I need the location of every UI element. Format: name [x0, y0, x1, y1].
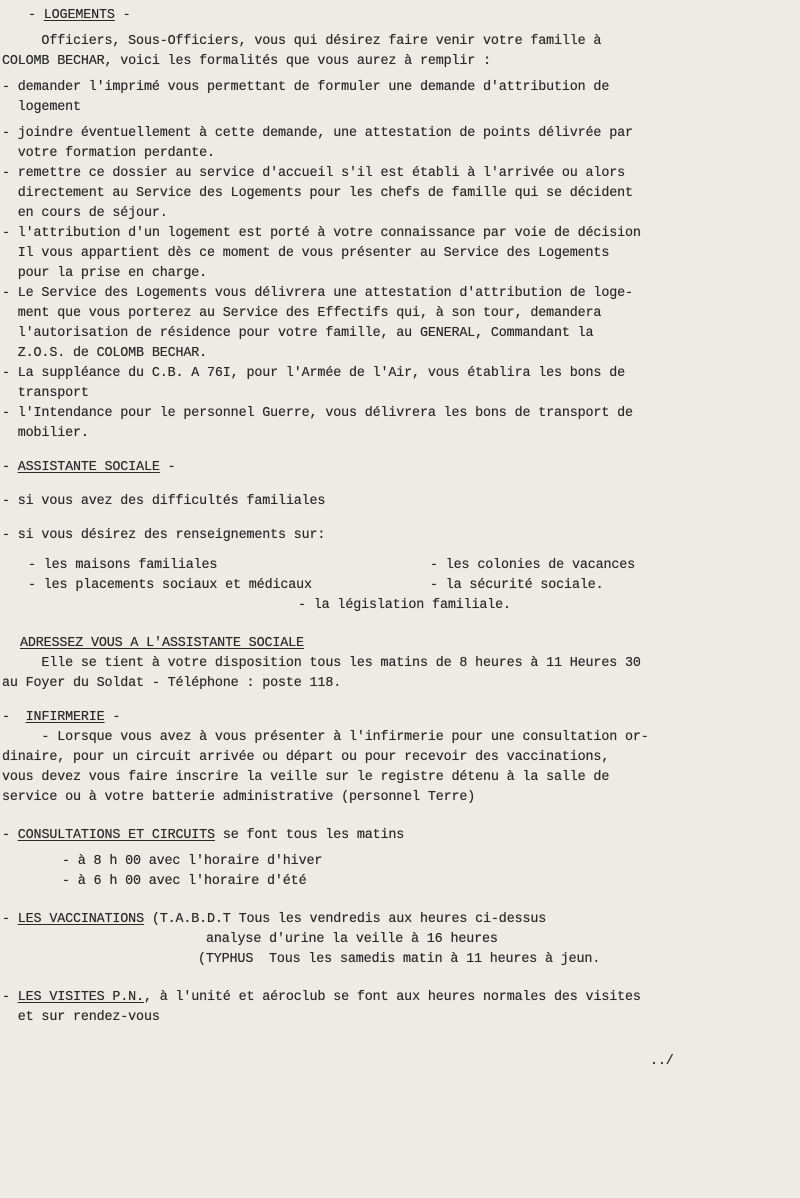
hours-winter: - à 8 h 00 avec l'horaire d'hiver — [62, 854, 323, 869]
logement-item-5-line-2: ment que vous porterez au Service des Effectifs qui, à son tour, demandera — [2, 306, 602, 321]
logement-item-7-line-2: mobilier. — [2, 426, 89, 441]
visites-text-1: , à l'unité et aéroclub se font aux heures normales des visites — [143, 990, 641, 1005]
topic-colonies: - les colonies de vacances — [430, 558, 636, 573]
consult-tail: se font tous les matins — [214, 828, 405, 843]
visites-heading: LES VISITES P.N. — [17, 990, 144, 1005]
logements-intro-1: Officiers, Sous-Officiers, vous qui désirez faire venir votre famille à — [2, 34, 602, 49]
vacc-text-3: (TYPHUS Tous les samedis matin à 11 heures à jeun. — [198, 952, 601, 967]
address-text-1: Elle se tient à votre disposition tous les matins de 8 heures à 11 Heures 30 — [2, 656, 641, 671]
vacc-heading: LES VACCINATIONS — [17, 912, 144, 927]
visites-line-1: - LES VISITES P.N., à l'unité et aéroclub se font aux heures normales des visites — [2, 990, 641, 1005]
logement-item-6-line-1: - La suppléance du C.B. A 76I, pour l'Armée de l'Air, vous établira les bons de — [2, 366, 625, 381]
infirmerie-heading-line: - INFIRMERIE - — [2, 710, 121, 725]
assistante-line-2: - si vous désirez des renseignements sur: — [2, 528, 326, 543]
assistante-topics-row-2 — [0, 576, 800, 596]
topic-placements: - les placements sociaux et médicaux — [28, 578, 312, 593]
infirmerie-heading: INFIRMERIE — [25, 710, 105, 725]
logement-item-3-line-3: en cours de séjour. — [2, 206, 168, 221]
infirmerie-text-1: - Lorsque vous avez à vous présenter à l'infirmerie pour une consultation or- — [2, 730, 649, 745]
logement-item-7-line-1: - l'Intendance pour le personnel Guerre, vous délivrera les bons de transport de — [2, 406, 633, 421]
logement-item-2-line-2: votre formation perdante. — [2, 146, 215, 161]
address-heading: ADRESSEZ VOUS A L'ASSISTANTE SOCIALE — [20, 636, 304, 651]
consult-heading: CONSULTATIONS ET CIRCUITS — [17, 828, 215, 843]
logement-item-3-line-1: - remettre ce dossier au service d'accueil s'il est établi à l'arrivée ou alors — [2, 166, 625, 181]
logement-item-5-line-1: - Le Service des Logements vous délivrera une attestation d'attribution de loge- — [2, 286, 633, 301]
logement-item-5-line-4: Z.O.S. de COLOMB BECHAR. — [2, 346, 208, 361]
topic-maisons: - les maisons familiales — [28, 558, 218, 573]
infirmerie-text-3: vous devez vous faire inscrire la veille sur le registre détenu à la salle de — [2, 770, 610, 785]
vacc-text-1: (T.A.B.D.T Tous les vendredis aux heures ci-dessus — [143, 912, 547, 927]
logement-item-1-line-1: - demander l'imprimé vous permettant de formuler une demande d'attribution de — [2, 80, 610, 95]
logement-item-2-line-1: - joindre éventuellement à cette demande, une attestation de points délivrée par — [2, 126, 633, 141]
topic-securite: - la sécurité sociale. — [430, 578, 604, 593]
visites-text-2: et sur rendez-vous — [2, 1010, 160, 1025]
assistante-topics-row-1 — [0, 556, 800, 576]
logement-item-6-line-2: transport — [2, 386, 89, 401]
logement-item-5-line-3: l'autorisation de résidence pour votre famille, au GENERAL, Commandant la — [2, 326, 594, 341]
logements-intro-2: COLOMB BECHAR, voici les formalités que vous aurez à remplir : — [2, 54, 491, 69]
logement-item-1-line-2: logement — [2, 100, 81, 115]
consult-line: - CONSULTATIONS ET CIRCUITS se font tous les matins — [2, 828, 405, 843]
topic-legislation: - la législation familiale. — [298, 598, 511, 613]
logements-heading-line: - LOGEMENTS - — [28, 8, 131, 23]
hours-summer: - à 6 h 00 avec l'horaire d'été — [62, 874, 307, 889]
continuation-mark: ../ — [650, 1054, 674, 1069]
vacc-text-2: analyse d'urine la veille à 16 heures — [206, 932, 498, 947]
address-heading-line — [0, 634, 800, 654]
assistante-line-1: - si vous avez des difficultés familiales — [2, 494, 326, 509]
vacc-line-1: - LES VACCINATIONS (T.A.B.D.T Tous les vendredis aux heures ci-dessus — [2, 912, 547, 927]
assistante-heading-line: - ASSISTANTE SOCIALE - — [2, 460, 176, 475]
logement-item-4-line-3: pour la prise en charge. — [2, 266, 208, 281]
logements-heading: LOGEMENTS — [43, 8, 115, 23]
infirmerie-text-4: service ou à votre batterie administrative (personnel Terre) — [2, 790, 476, 805]
infirmerie-text-2: dinaire, pour un circuit arrivée ou départ ou pour recevoir des vaccinations, — [2, 750, 610, 765]
logement-item-4-line-2: Il vous appartient dès ce moment de vous présenter au Service des Logements — [2, 246, 610, 261]
logement-item-4-line-1: - l'attribution d'un logement est porté à votre connaissance par voie de décision — [2, 226, 641, 241]
assistante-heading: ASSISTANTE SOCIALE — [17, 460, 160, 475]
logement-item-3-line-2: directement au Service des Logements pour les chefs de famille qui se décident — [2, 186, 633, 201]
address-text-2: au Foyer du Soldat - Téléphone : poste 118. — [2, 676, 342, 691]
